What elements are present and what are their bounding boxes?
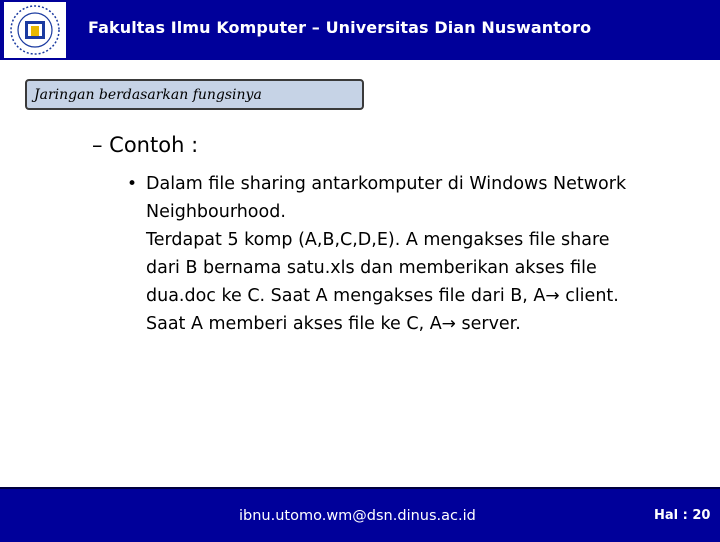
slide-footer — [0, 487, 720, 542]
body-line-4: dari B bernama satu.xls dan memberikan akses file — [146, 258, 597, 278]
body-line-5 — [146, 282, 706, 310]
slide-header — [0, 0, 720, 60]
right-arrow-icon: → — [545, 286, 560, 306]
udinus-logo-icon — [4, 2, 66, 58]
content-heading: – Contoh : — [92, 133, 199, 157]
body-line-6-tail: server. — [455, 314, 521, 334]
bullet-body — [146, 170, 706, 338]
body-line-5-text: dua.doc ke C. Saat A mengakses file dari B, A — [146, 286, 546, 306]
body-line-6-text: Saat A memberi akses file ke C, A — [146, 314, 442, 334]
header-title: Fakultas Ilmu Komputer – Universitas Dian Nuswantoro — [88, 18, 592, 37]
body-line-6 — [146, 310, 706, 338]
body-line-3: Terdapat 5 komp (A,B,C,D,E). A mengakses file share — [146, 230, 610, 250]
bullet-marker: • — [127, 174, 138, 194]
section-label: Jaringan berdasarkan fungsinya — [34, 87, 262, 103]
body-line-1: Dalam file sharing antarkomputer di Windows Network — [146, 174, 627, 194]
body-line-5-tail: client. — [559, 286, 619, 306]
footer-email: ibnu.utomo.wm@dsn.dinus.ac.id — [239, 508, 476, 524]
body-line-2: Neighbourhood. — [146, 202, 286, 222]
section-label-box — [25, 79, 364, 110]
page-number: Hal : 20 — [654, 508, 711, 523]
right-arrow-icon: → — [441, 314, 456, 334]
